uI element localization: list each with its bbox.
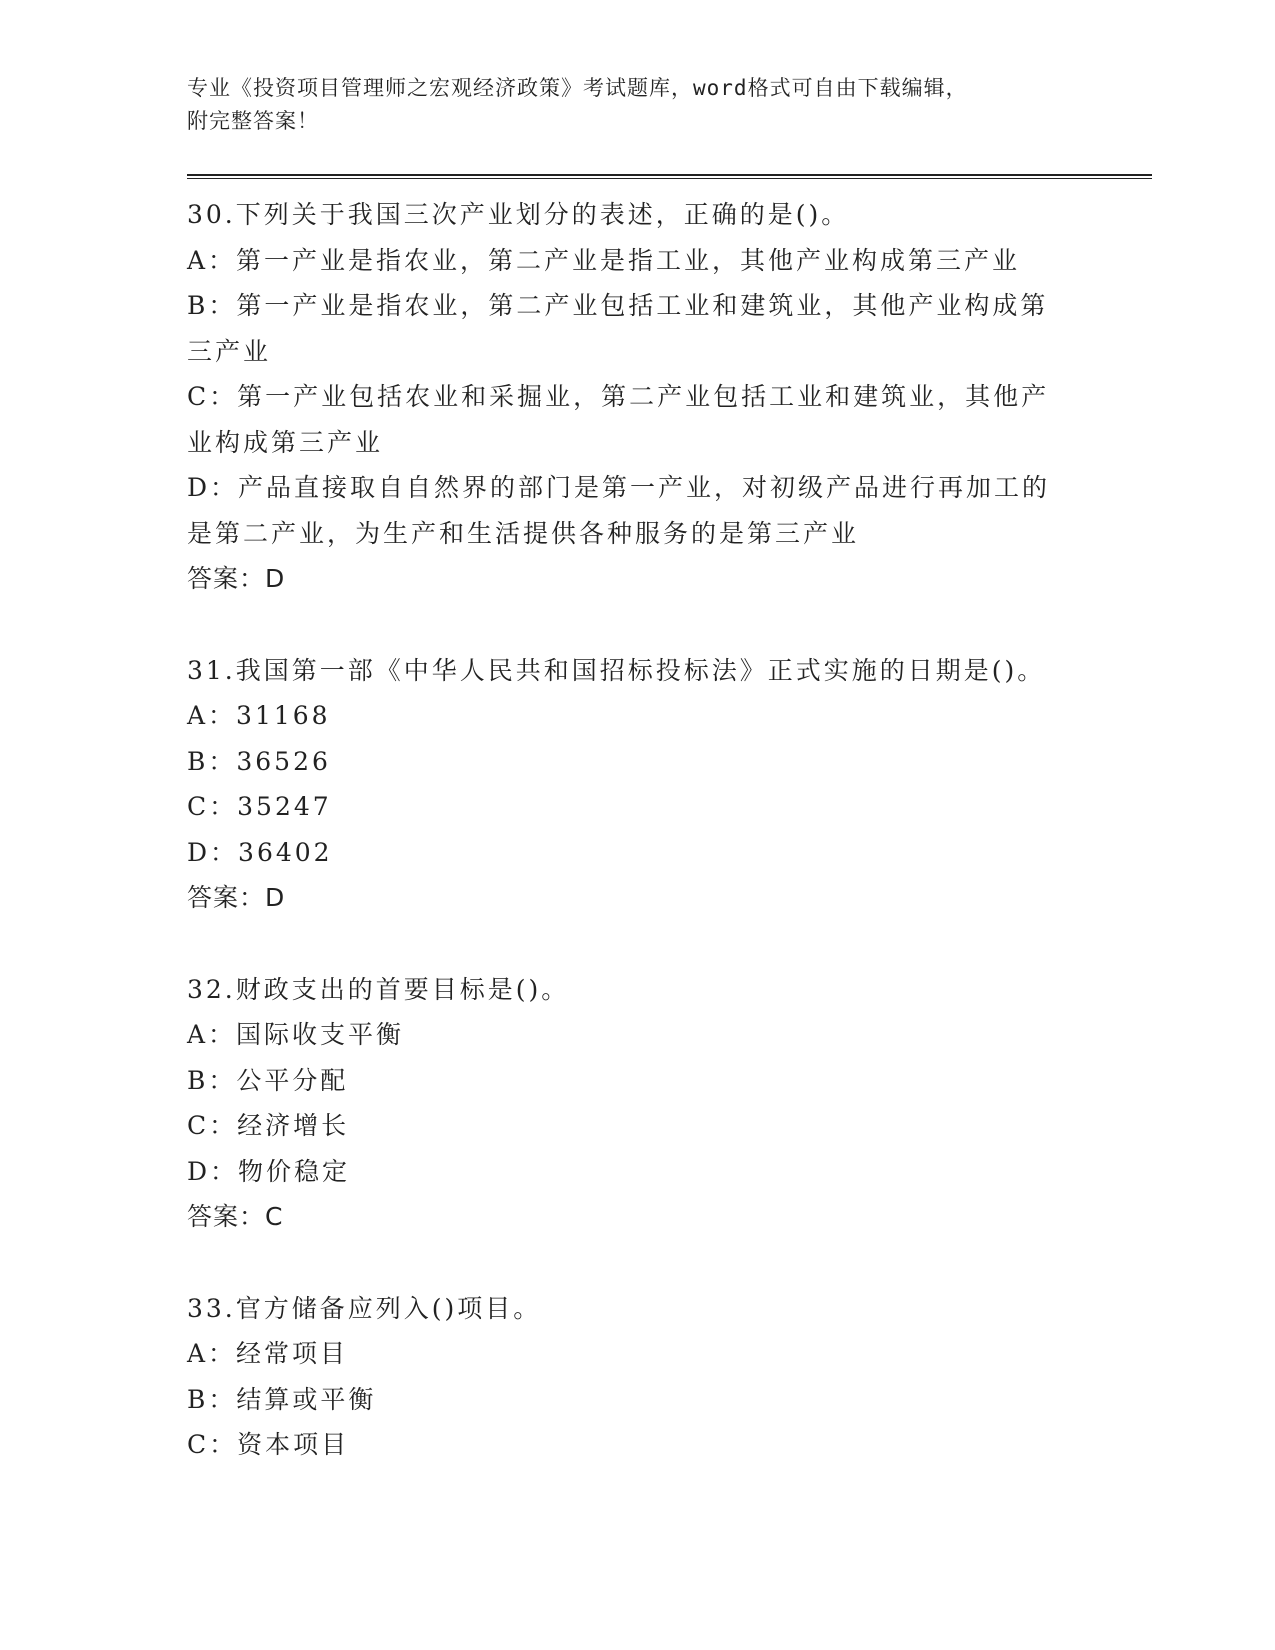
question-33 [187,1286,1057,1468]
question-spacer [187,602,1147,648]
option-d: D：产品直接取自自然界的部门是第一产业，对初级产品进行再加工的是第二产业，为生产和生活提供各种服务的是第三产业 [187,473,1051,548]
option-b: B：公平分配 [187,1065,349,1095]
document-page [187,72,1147,1468]
header-divider [187,174,1152,179]
question-spacer [187,921,1147,967]
option-b: B：第一产业是指农业，第二产业包括工业和建筑业，其他产业构成第三产业 [187,291,1049,366]
option-c: C：经济增长 [187,1111,350,1140]
answer: 答案：D [187,883,286,912]
option-d: D：36402 [187,837,333,867]
header-line-2: 附完整答案！ [187,109,319,133]
document-header [187,72,1147,138]
option-b: B：36526 [187,746,331,776]
option-c: C：第一产业包括农业和采掘业，第二产业包括工业和建筑业，其他产业构成第三产业 [187,382,1050,457]
option-a: A：经常项目 [187,1339,349,1368]
question-stem: 32.财政支出的首要目标是()。 [187,974,570,1004]
question-stem: 30.下列关于我国三次产业划分的表述，正确的是()。 [187,200,850,229]
answer: 答案：D [187,564,286,593]
option-c: C：35247 [187,792,332,821]
option-a: A：第一产业是指农业，第二产业是指工业，其他产业构成第三产业 [187,245,1021,275]
answer: 答案：C [187,1202,284,1231]
question-32 [187,967,1057,1240]
question-stem: 33.官方储备应列入()项目。 [187,1293,542,1323]
option-a: A：国际收支平衡 [187,1020,405,1049]
option-c: C：资本项目 [187,1430,350,1459]
question-spacer [187,1240,1147,1286]
question-stem: 31.我国第一部《中华人民共和国招标投标法》正式实施的日期是()。 [187,655,1046,685]
option-a: A：31168 [187,701,331,730]
option-b: B：结算或平衡 [187,1384,377,1414]
question-30 [187,192,1057,602]
question-31 [187,648,1057,921]
option-d: D：物价稳定 [187,1156,351,1186]
question-list [187,192,1147,1468]
header-line-1: 专业《投资项目管理师之宏观经济政策》考试题库，word格式可自由下载编辑， [187,76,968,100]
